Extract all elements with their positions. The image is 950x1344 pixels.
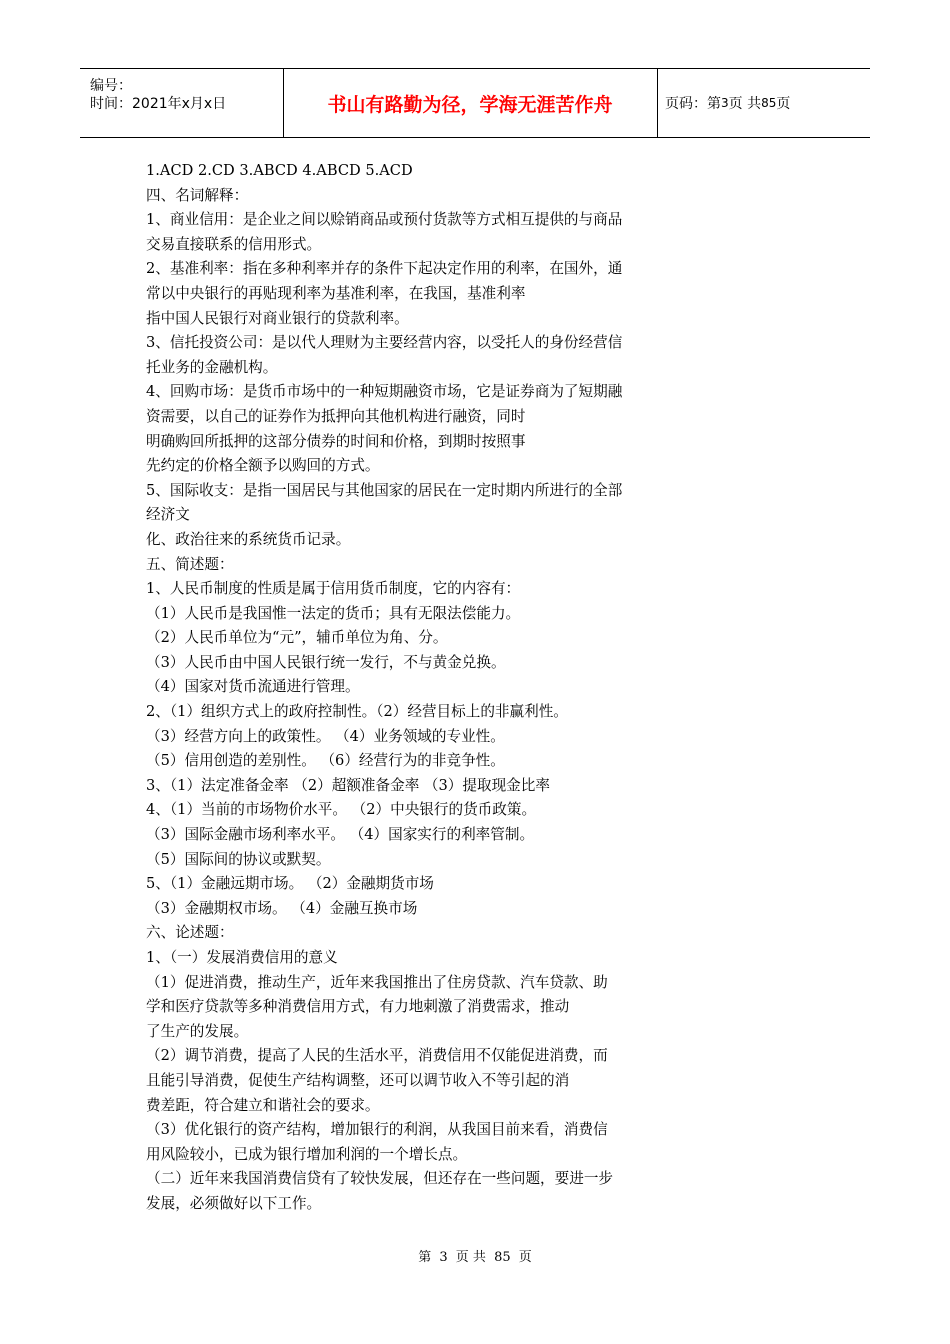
body-line: 费差距，符合建立和谐社会的要求。 — [146, 1096, 380, 1114]
body-line: （5）信用创造的差别性。 （6）经营行为的非竞争性。 — [146, 752, 505, 770]
header-page-label: 页码：第 — [665, 96, 721, 112]
body-line: 4、（1）当前的市场物价水平。 （2）中央银行的货币政策。 — [146, 801, 537, 819]
header-motto: 书山有路勤为径，学海无涯苦作舟 — [283, 69, 658, 137]
footer-prefix: 第 — [418, 1250, 432, 1265]
footer-suffix: 页 — [518, 1250, 532, 1265]
body-line: 资需要，以自己的证券作为抵押向其他机构进行融资，同时 — [146, 407, 526, 425]
body-line: （2）人民币单位为“元”，辅币单位为角、分。 — [146, 629, 448, 647]
body-line: 3、信托投资公司：是以代人理财为主要经营内容，以受托人的身份经营信 — [146, 334, 623, 352]
body-line: 了生产的发展。 — [146, 1022, 249, 1040]
body-line: （3）国际金融市场利率水平。 （4）国家实行的利率管制。 — [146, 826, 535, 844]
document-number-label: 编号： — [90, 78, 132, 94]
body-line: 化、政治往来的系统货币记录。 — [146, 530, 351, 548]
body-line: 用风险较小，已成为银行增加利润的一个增长点。 — [146, 1145, 468, 1163]
document-date: 时间：2021年x月x日 — [90, 96, 227, 112]
body-line: （5）国际间的协议或默契。 — [146, 850, 331, 868]
body-line: 学和医疗贷款等多种消费信用方式，有力地刺激了消费需求，推动 — [146, 998, 570, 1016]
body-line: （4）国家对货币流通进行管理。 — [146, 678, 360, 696]
document-body — [146, 159, 706, 1217]
body-line: 1、（一）发展消费信用的意义 — [146, 949, 338, 966]
body-line: 且能引导消费，促使生产结构调整，还可以调节收入不等引起的消 — [146, 1071, 570, 1089]
body-line: 3、（1）法定准备金率 （2）超额准备金率 （3）提取现金比率 — [146, 776, 550, 794]
body-line: （3）金融期权市场。 （4）金融互换市场 — [146, 899, 418, 917]
header-page-current: 3 — [721, 96, 729, 110]
body-line: （1）人民币是我国惟一法定的货币；具有无限法偿能力。 — [146, 604, 521, 622]
page-footer — [0, 1246, 950, 1265]
body-line: 五、简述题： — [146, 555, 234, 573]
header-meta-cell — [80, 69, 284, 137]
body-line: （2）调节消费，提高了人民的生活水平，消费信用不仅能促进消费，而 — [146, 1047, 608, 1065]
header-page-mid: 页 共 — [728, 96, 762, 112]
body-line: （二）近年来我国消费信贷有了较快发展，但还存在一些问题，要进一步 — [146, 1170, 614, 1188]
footer-mid: 页 共 — [455, 1250, 486, 1265]
body-line: （1）促进消费，推动生产，近年来我国推出了住房贷款、汽车贷款、助 — [146, 973, 608, 991]
page-header — [80, 68, 870, 138]
body-line: 六、论述题： — [146, 924, 234, 942]
header-page-end: 页 — [776, 96, 791, 112]
body-line: 1.ACD 2.CD 3.ABCD 4.ABCD 5.ACD — [146, 162, 413, 179]
body-line: 指中国人民银行对商业银行的贷款利率。 — [146, 309, 409, 327]
body-line: 4、回购市场：是货币市场中的一种短期融资市场，它是证券商为了短期融 — [146, 383, 623, 401]
body-line: 常以中央银行的再贴现利率为基准利率，在我国，基准利率 — [146, 284, 526, 302]
body-line: 发展，必须做好以下工作。 — [146, 1194, 322, 1212]
footer-page-total: 85 — [494, 1250, 511, 1265]
body-line: 5、国际收支：是指一国居民与其他国家的居民在一定时期内所进行的全部 — [146, 481, 623, 499]
header-page-total: 85 — [761, 96, 777, 110]
body-line: 5、（1）金融远期市场。 （2）金融期货市场 — [146, 875, 434, 893]
body-line: 1、商业信用：是企业之间以赊销商品或预付货款等方式相互提供的与商品 — [146, 211, 623, 229]
header-page-info — [657, 69, 870, 137]
body-line: 明确购回所抵押的这部分债券的时间和价格，到期时按照事 — [146, 432, 526, 450]
body-line: 先约定的价格全额予以购回的方式。 — [146, 457, 380, 475]
body-line: 交易直接联系的信用形式。 — [146, 235, 322, 253]
body-line: 四、名词解释： — [146, 186, 249, 204]
body-line: 1、人民币制度的性质是属于信用货币制度，它的内容有： — [146, 580, 521, 598]
body-line: （3）优化银行的资产结构，增加银行的利润，从我国目前来看，消费信 — [146, 1121, 608, 1139]
body-line: 2、（1）组织方式上的政府控制性。（2）经营目标上的非赢利性。 — [146, 703, 568, 721]
body-line: （3）经营方向上的政策性。 （4）业务领域的专业性。 — [146, 727, 505, 745]
footer-page-current: 3 — [439, 1250, 448, 1265]
body-line: 经济文 — [146, 506, 190, 524]
body-line: 2、基准利率：指在多种利率并存的条件下起决定作用的利率，在国外，通 — [146, 260, 623, 278]
body-line: 托业务的金融机构。 — [146, 358, 278, 376]
body-line: （3）人民币由中国人民银行统一发行，不与黄金兑换。 — [146, 653, 506, 671]
